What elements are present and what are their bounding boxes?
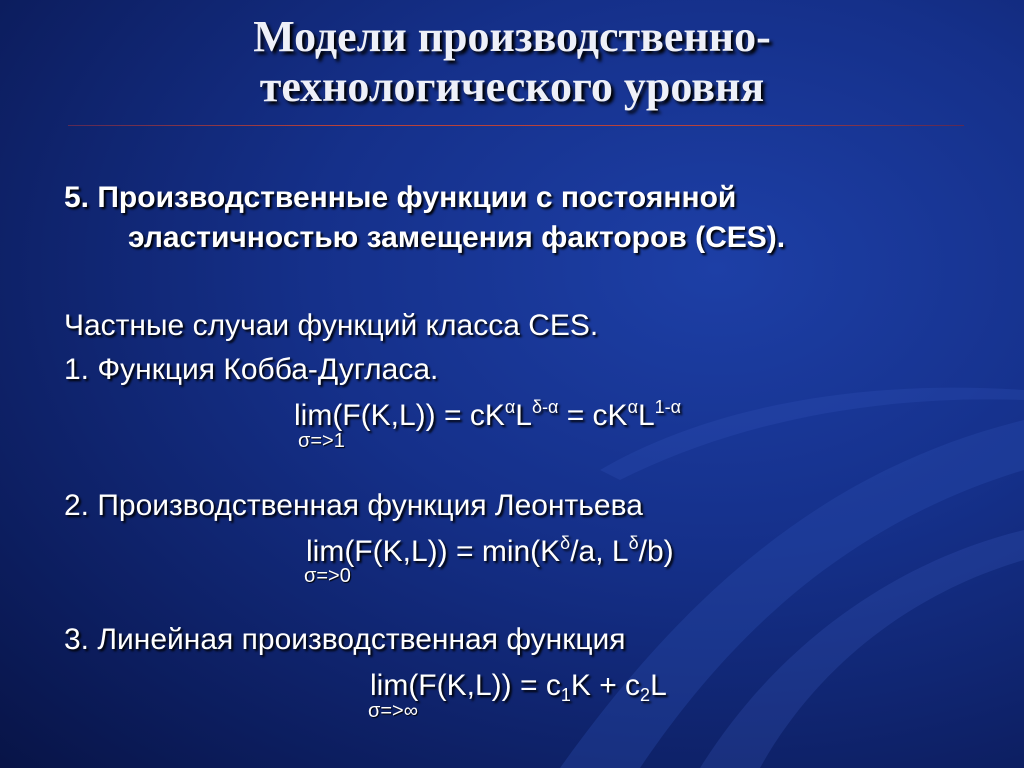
title-divider: [68, 125, 964, 126]
section-heading-line-1: 5. Производственные функции с постоянной: [64, 181, 737, 214]
case-3-formula-sub-2: 2: [640, 685, 651, 705]
intro-text: Частные случаи функций класса CES.: [64, 309, 599, 342]
case-1-formula-sup-one-minus-alpha: 1-α: [654, 397, 682, 417]
case-3-formula-part-3: L: [650, 669, 667, 702]
case-3-label: 3. Линейная производственная функция: [64, 623, 626, 656]
slide-title: [0, 12, 1024, 112]
case-3-limit: σ=>∞: [368, 700, 418, 722]
case-2-formula: [306, 534, 674, 573]
case-3-formula-part-2: K + c: [570, 669, 641, 702]
case-1-limit: σ=>1: [298, 430, 345, 452]
section-heading-line-2: эластичностью замещения факторов (CES).: [128, 221, 786, 254]
slide-title-line-2: технологического уровня: [259, 62, 765, 111]
case-2-formula-sup-delta-1: δ: [560, 533, 571, 553]
case-2-formula-part-1: lim(F(K,L)) = min(K: [306, 535, 561, 568]
case-1-formula-lhs: lim(F(K,L)) = cK: [294, 399, 505, 432]
case-2-formula-part-3: /b): [638, 535, 674, 568]
case-2-limit: σ=>0: [304, 565, 351, 587]
case-1-formula-L1: L: [515, 399, 532, 432]
slide-title-line-1: Модели производственно-: [253, 12, 771, 61]
case-1-formula-eq2: = cK: [558, 399, 628, 432]
case-1-formula-L2: L: [637, 399, 655, 432]
section-heading: [64, 178, 785, 258]
case-1-formula-sup-delta-alpha: δ-α: [531, 397, 559, 417]
case-3-formula-part-1: lim(F(K,L)) = c: [370, 669, 561, 702]
case-1-formula-sup-alpha: α: [504, 397, 516, 417]
case-2-formula-sup-delta-2: δ: [628, 533, 639, 553]
case-2-formula-part-2: /a, L: [570, 535, 629, 568]
case-1-label: 1. Функция Кобба-Дугласа.: [64, 353, 439, 386]
case-1-formula-sup-alpha-2: α: [627, 397, 638, 417]
case-1-formula: [294, 398, 681, 437]
case-2-label: 2. Производственная функция Леонтьева: [64, 489, 643, 522]
case-3-formula-sub-1: 1: [560, 685, 571, 705]
